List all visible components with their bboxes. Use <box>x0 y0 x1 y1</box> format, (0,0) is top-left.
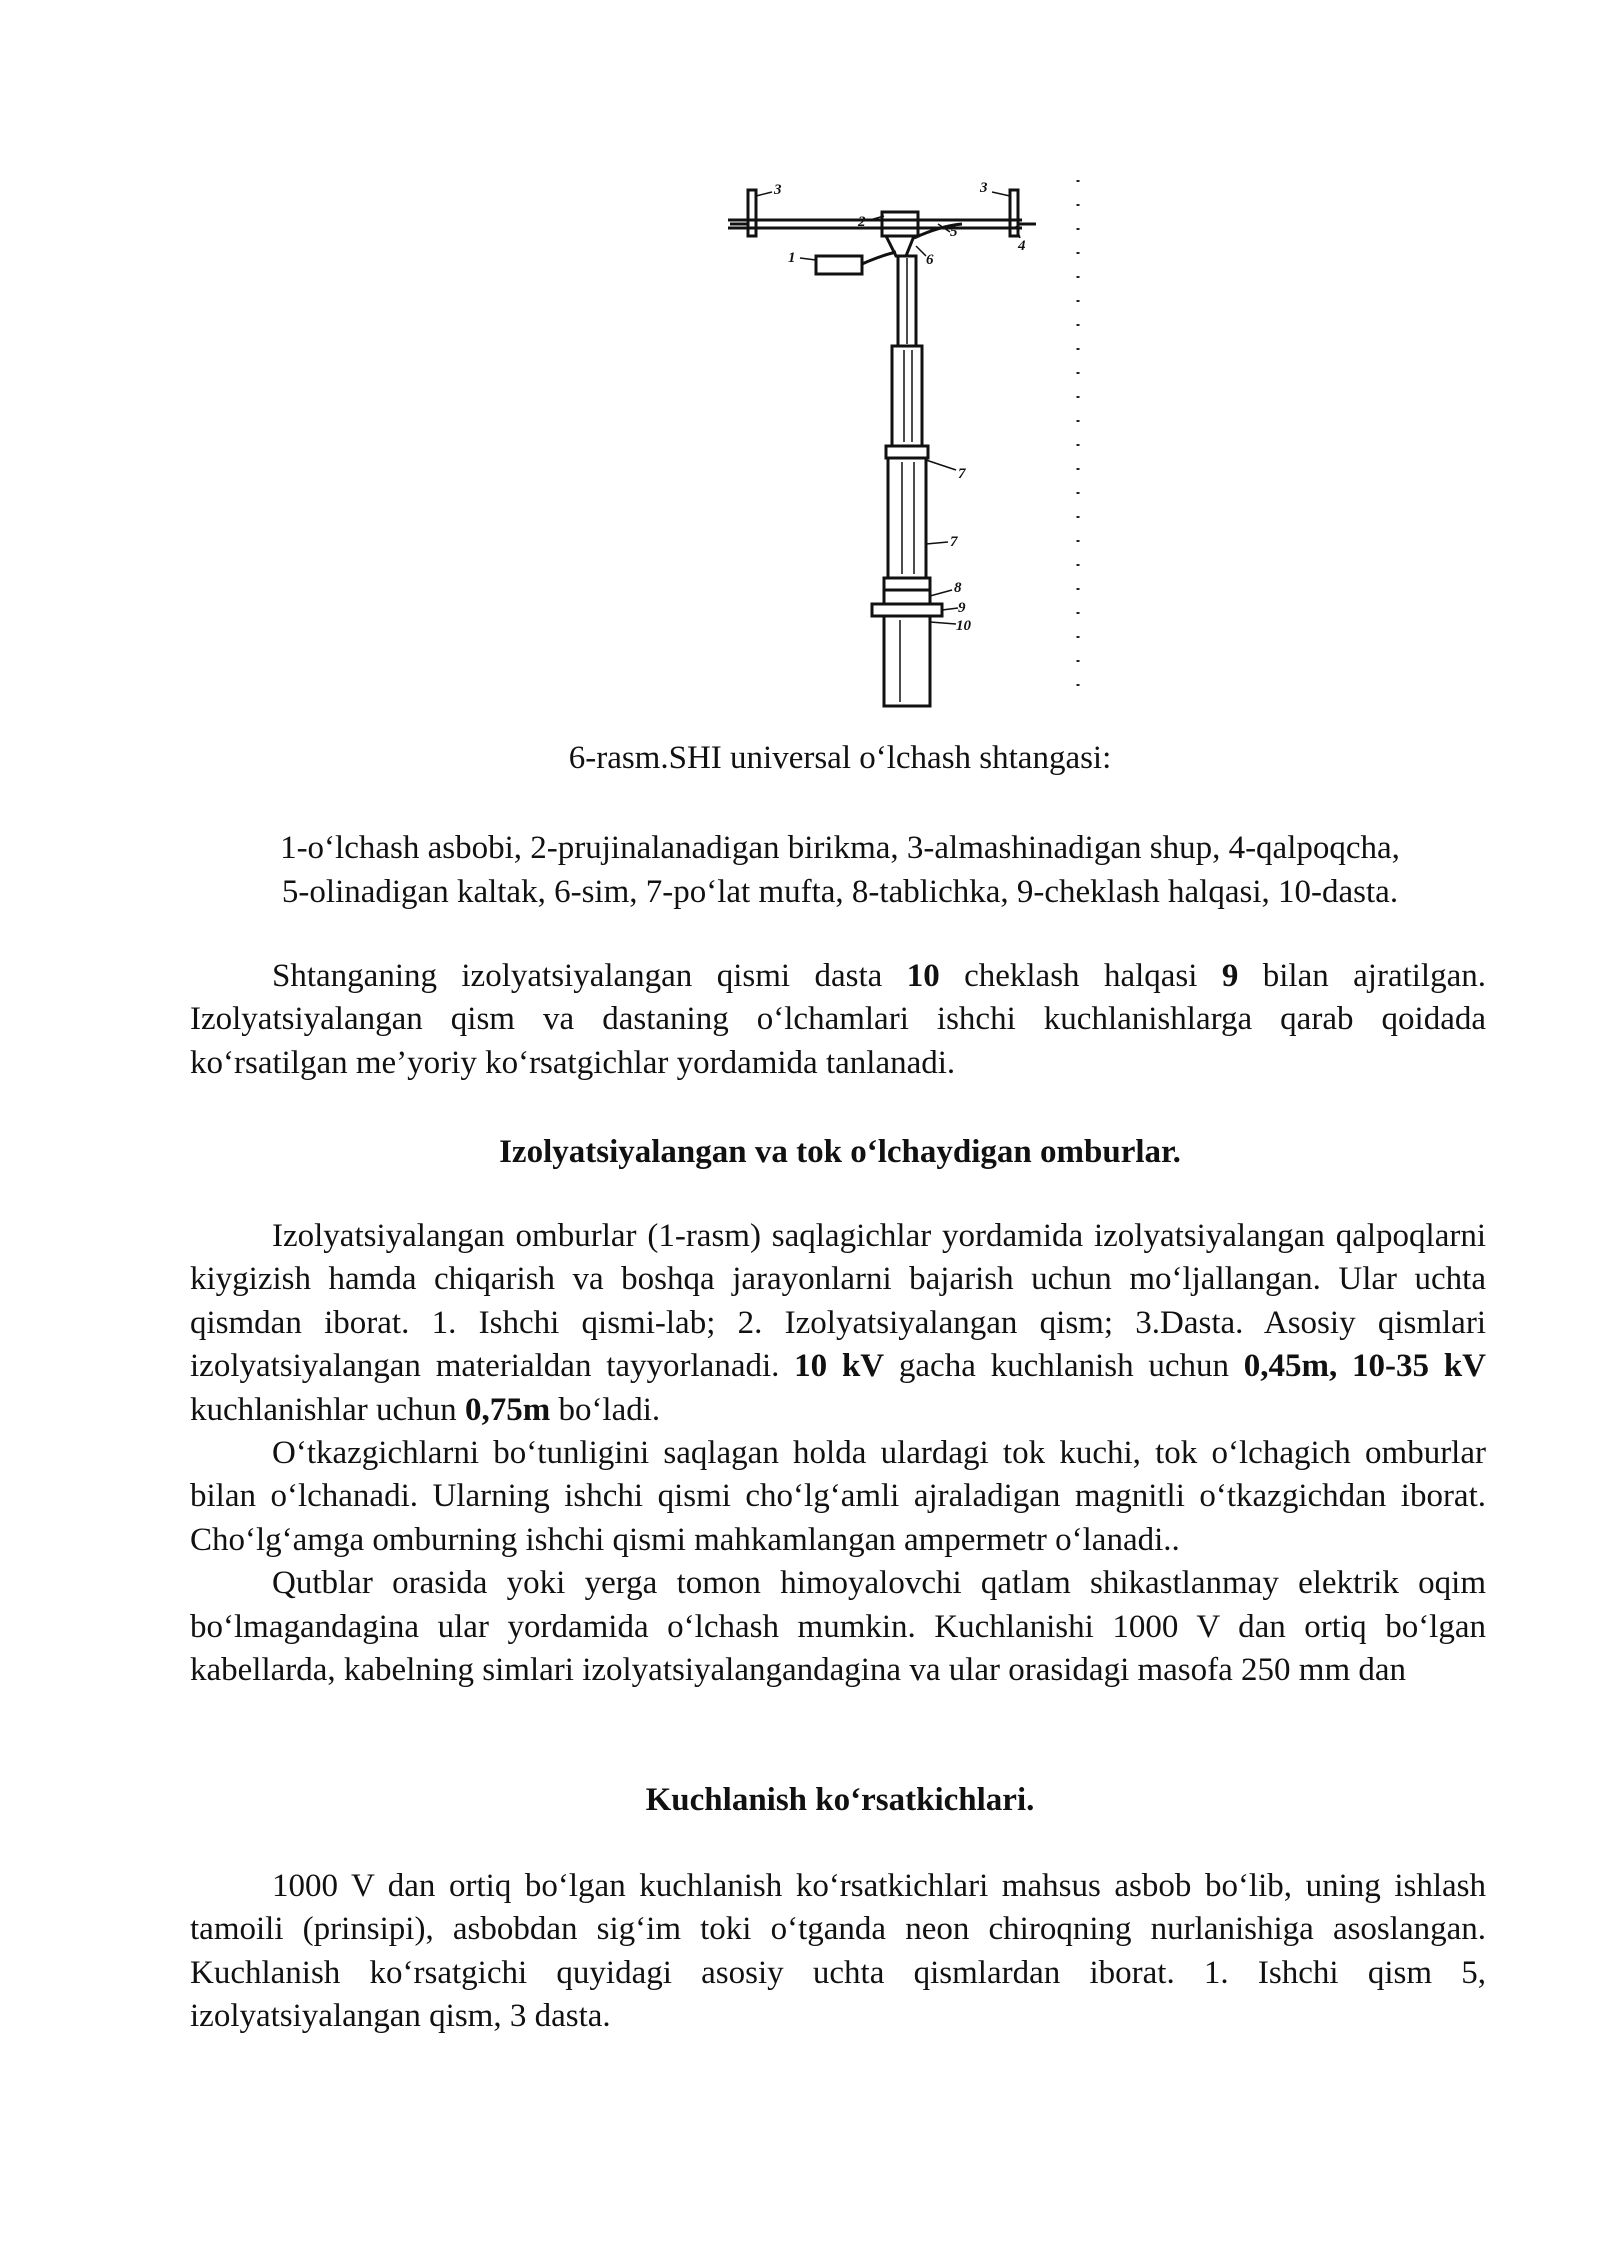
figure-label-9: 9 <box>958 600 966 616</box>
steel-coupling-upper <box>886 446 928 458</box>
para1-text-1: Shtanganing izolyatsiyalangan qismi dasta <box>272 958 907 994</box>
para2-text-1: Izolyatsiyalangan omburlar (1-rasm) saqlagichlar yordamida izolyatsiyalangan qalpoqlarni kiygizish hamda chiqarish va boshqa jarayonlarni bajarish uchun mo‘ljallangan. Ular uchta qismdan iborat. 1. Ishchi qismi-lab; 2. Izolyatsiyalangan qism; 3.Dasta. Asosiy qismlari izolyatsiyalangan materialdan tayyorlanadi. <box>190 1218 1486 1385</box>
limiting-ring <box>872 604 942 616</box>
measuring-rod-drawing <box>700 160 1100 710</box>
label-plate <box>884 590 930 604</box>
figure-label-10: 10 <box>956 618 971 634</box>
para1-text-2: cheklash halqasi <box>939 958 1222 994</box>
para5-text: 1000 V dan ortiq bo‘lgan kuchlanish ko‘rsatkichlari mahsus asbob bo‘lib, uning ishlash tamoili (prinsipi), asbobdan sig‘im toki o‘tganda neon chiroqning nurlanishiga asoslangan. Kuchlanish ko‘rsatgichi quyidagi asosiy uchta qismlardan iborat. 1. Ishchi qism 5, izolyatsiyalangan qism, 3 dasta. <box>190 1868 1486 2035</box>
steel-coupling-lower <box>884 578 930 590</box>
measuring-rod-figure <box>700 160 1100 710</box>
para2-text-4: bo‘ladi. <box>550 1391 661 1428</box>
heading-voltage-indicators: Kuchlanish ko‘rsatkichlari. <box>645 1782 1035 1818</box>
figure-label-5: 5 <box>950 224 958 240</box>
paragraph-voltage-indicators <box>190 1865 1486 2039</box>
figure-label-1: 1 <box>788 250 796 266</box>
para2-bold-1: 10 kV <box>794 1348 885 1385</box>
paragraph-current-pliers: O‘tkazgichlarni bo‘tunligini saqlagan holda ulardagi tok kuchi, tok o‘lchagich omburlar bilan o‘lchanadi. Ularning ishchi qismi cho‘lg‘amli ajraladigan magnitli o‘tkazgichdan iborat. Cho‘lg‘amga omburning ishchi qismi mahkamlangan ampermetr o‘lanadi.. <box>190 1435 1486 1558</box>
paragraph-rod-insulation <box>190 955 1486 1085</box>
figure-label-7-upper: 7 <box>958 466 966 482</box>
para2-bold-2: 0,45m, 10-35 kV <box>1243 1348 1487 1385</box>
body-section-pliers <box>190 1215 1486 1692</box>
figure-label-4: 4 <box>1018 238 1026 254</box>
para1-bold-1: 10 <box>906 958 940 994</box>
spring-joint <box>882 212 918 236</box>
measuring-device <box>816 256 862 274</box>
para2-text-3: kuchlanishlar uchun <box>190 1391 465 1428</box>
paragraph-insulated-pliers <box>190 1215 1486 1432</box>
paragraph-cable-measure: Qutblar orasida yoki yerga tomon himoyalovchi qatlam shikastlanmay elektrik oqim bo‘lmagandagina ular yordamida o‘lchash mumkin. Kuchlanishi 1000 V dan ortiq bo‘lgan kabellarda, kabelning simlari izolyatsiyalangandagina va ular orasidagi masofa 250 mm dan <box>190 1565 1486 1689</box>
para1-bold-2: 9 <box>1221 958 1239 994</box>
figure-label-6: 6 <box>926 252 934 268</box>
figure-legend-line-1: 1-o‘lchash asbobi, 2-prujinalanadigan birikma, 3-almashinadigan shup, 4-qalpoqcha, <box>280 830 1400 866</box>
para2-text-2: gacha kuchlanish uchun <box>884 1348 1244 1385</box>
figure-legend <box>190 826 1490 914</box>
handle <box>884 616 930 706</box>
para2-bold-3: 0,75m <box>464 1391 551 1428</box>
figure-label-8: 8 <box>954 580 962 596</box>
figure-legend-line-2: 5-olinadigan kaltak, 6-sim, 7-po‘lat mufta, 8-tablichka, 9-cheklash halqasi, 10-dasta. <box>281 874 1399 910</box>
figure-label-3-right: 3 <box>980 180 988 196</box>
middle-tube <box>892 346 922 446</box>
para1-text-3: bilan ajratilgan. Izolyatsiyalangan qism va dastaning o‘lchamlari ishchi kuchlanishlarga qarab qoidada ko‘rsatilgan me’yoriy ko‘rsatgichlar yordamida tanlanadi. <box>190 958 1486 1081</box>
figure-caption-title: 6-rasm.SHI universal o‘lchash shtangasi: <box>568 740 1112 776</box>
lower-tube <box>888 458 926 578</box>
heading-insulated-pliers: Izolyatsiyalangan va tok o‘lchaydigan omburlar. <box>499 1134 1181 1170</box>
figure-label-7-lower: 7 <box>950 534 958 550</box>
figure-label-2: 2 <box>858 214 866 230</box>
figure-label-3-left: 3 <box>774 182 782 198</box>
